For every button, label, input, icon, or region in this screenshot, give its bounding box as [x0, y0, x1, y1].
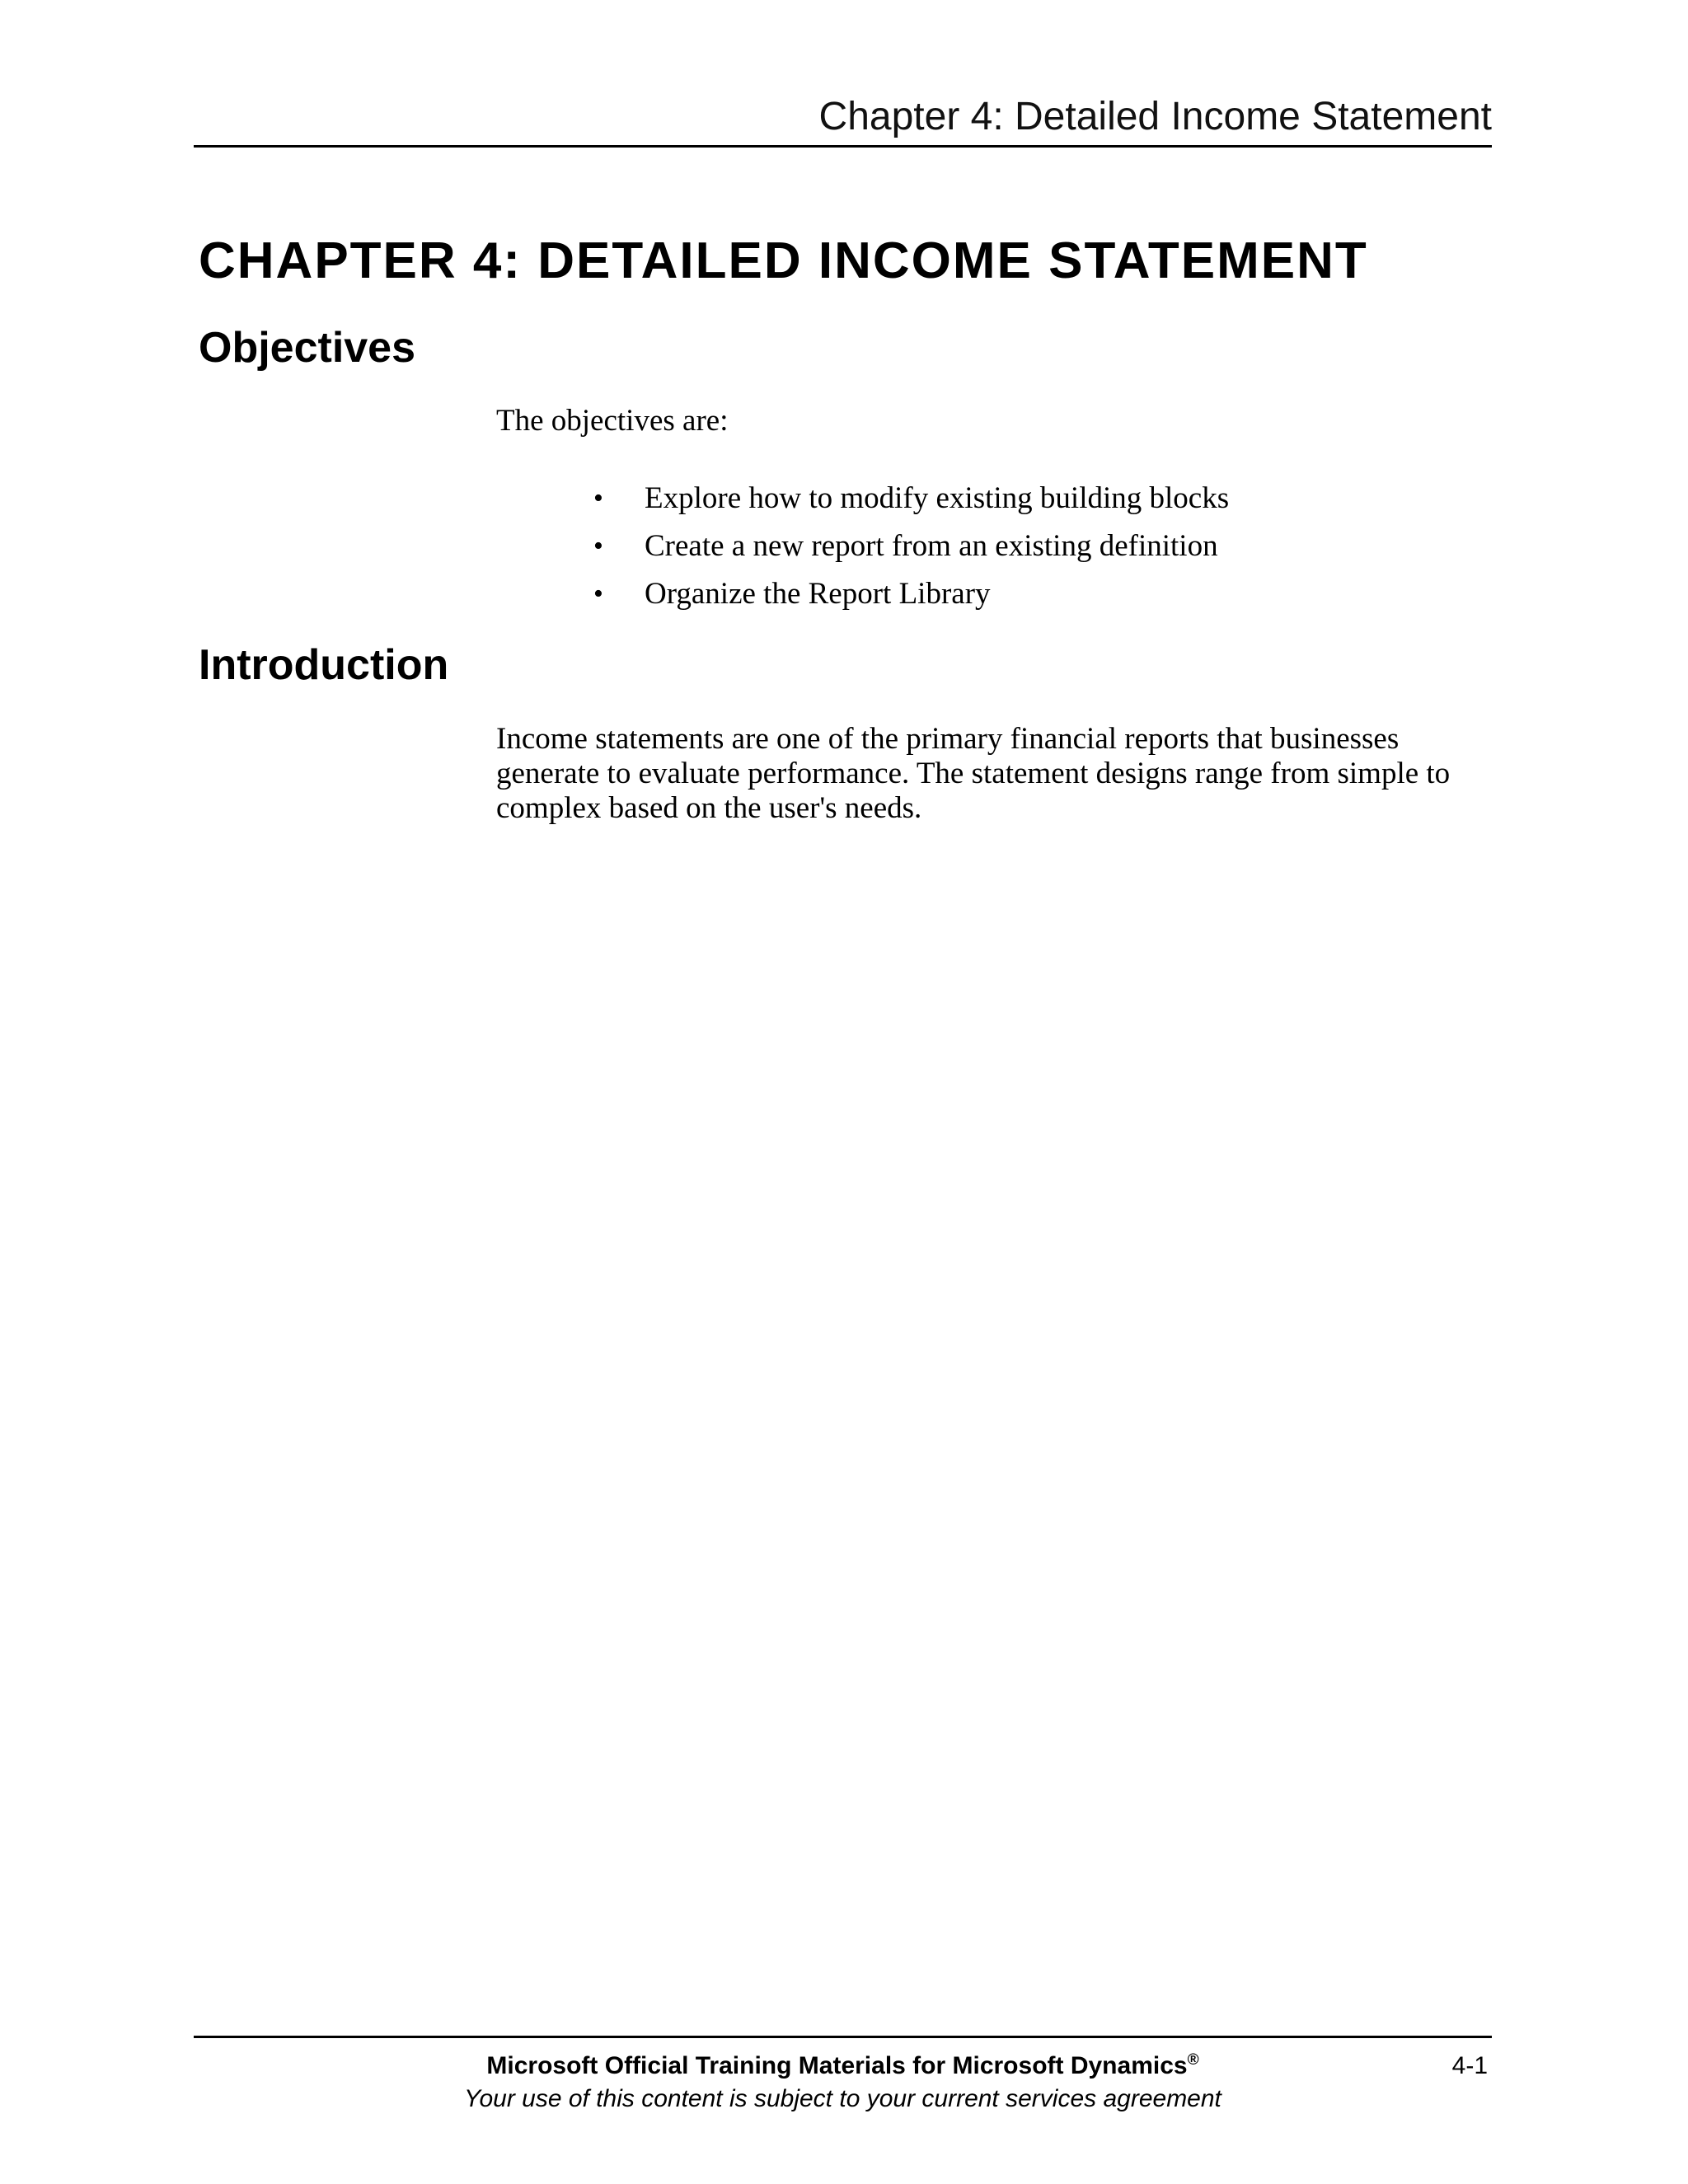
objective-text: Explore how to modify existing building blocks	[645, 481, 1230, 515]
objectives-heading: Objectives	[199, 324, 416, 372]
footer-training-materials	[194, 2050, 1492, 2082]
registered-mark: ®	[1187, 2051, 1199, 2069]
introduction-paragraph: Income statements are one of the primary financial reports that businesses generate to evaluate performance. The statement designs range from simple to complex based on the user's needs.	[496, 722, 1451, 825]
objectives-lead: The objectives are:	[496, 404, 729, 438]
header-rule	[194, 145, 1492, 148]
objectives-list	[593, 475, 1229, 618]
footer-services-agreement: Your use of this content is subject to your current services agreement	[464, 2085, 1221, 2112]
list-item	[593, 570, 1229, 618]
bullet-icon: •	[593, 483, 603, 513]
objective-text: Organize the Report Library	[645, 577, 991, 611]
page-number: 4-1	[1451, 2052, 1488, 2079]
bullet-icon: •	[593, 531, 603, 561]
bullet-icon: •	[593, 579, 603, 609]
footer-rule	[194, 2036, 1492, 2038]
chapter-title: CHAPTER 4: DETAILED INCOME STATEMENT	[199, 232, 1368, 289]
running-header-title: Chapter 4: Detailed Income Statement	[818, 95, 1492, 138]
objective-text: Create a new report from an existing definition	[645, 529, 1218, 563]
list-item	[593, 523, 1229, 570]
introduction-heading: Introduction	[199, 641, 449, 689]
footer-line1-text: Microsoft Official Training Materials for Microsoft Dynamics	[486, 2052, 1188, 2079]
list-item	[593, 475, 1229, 523]
